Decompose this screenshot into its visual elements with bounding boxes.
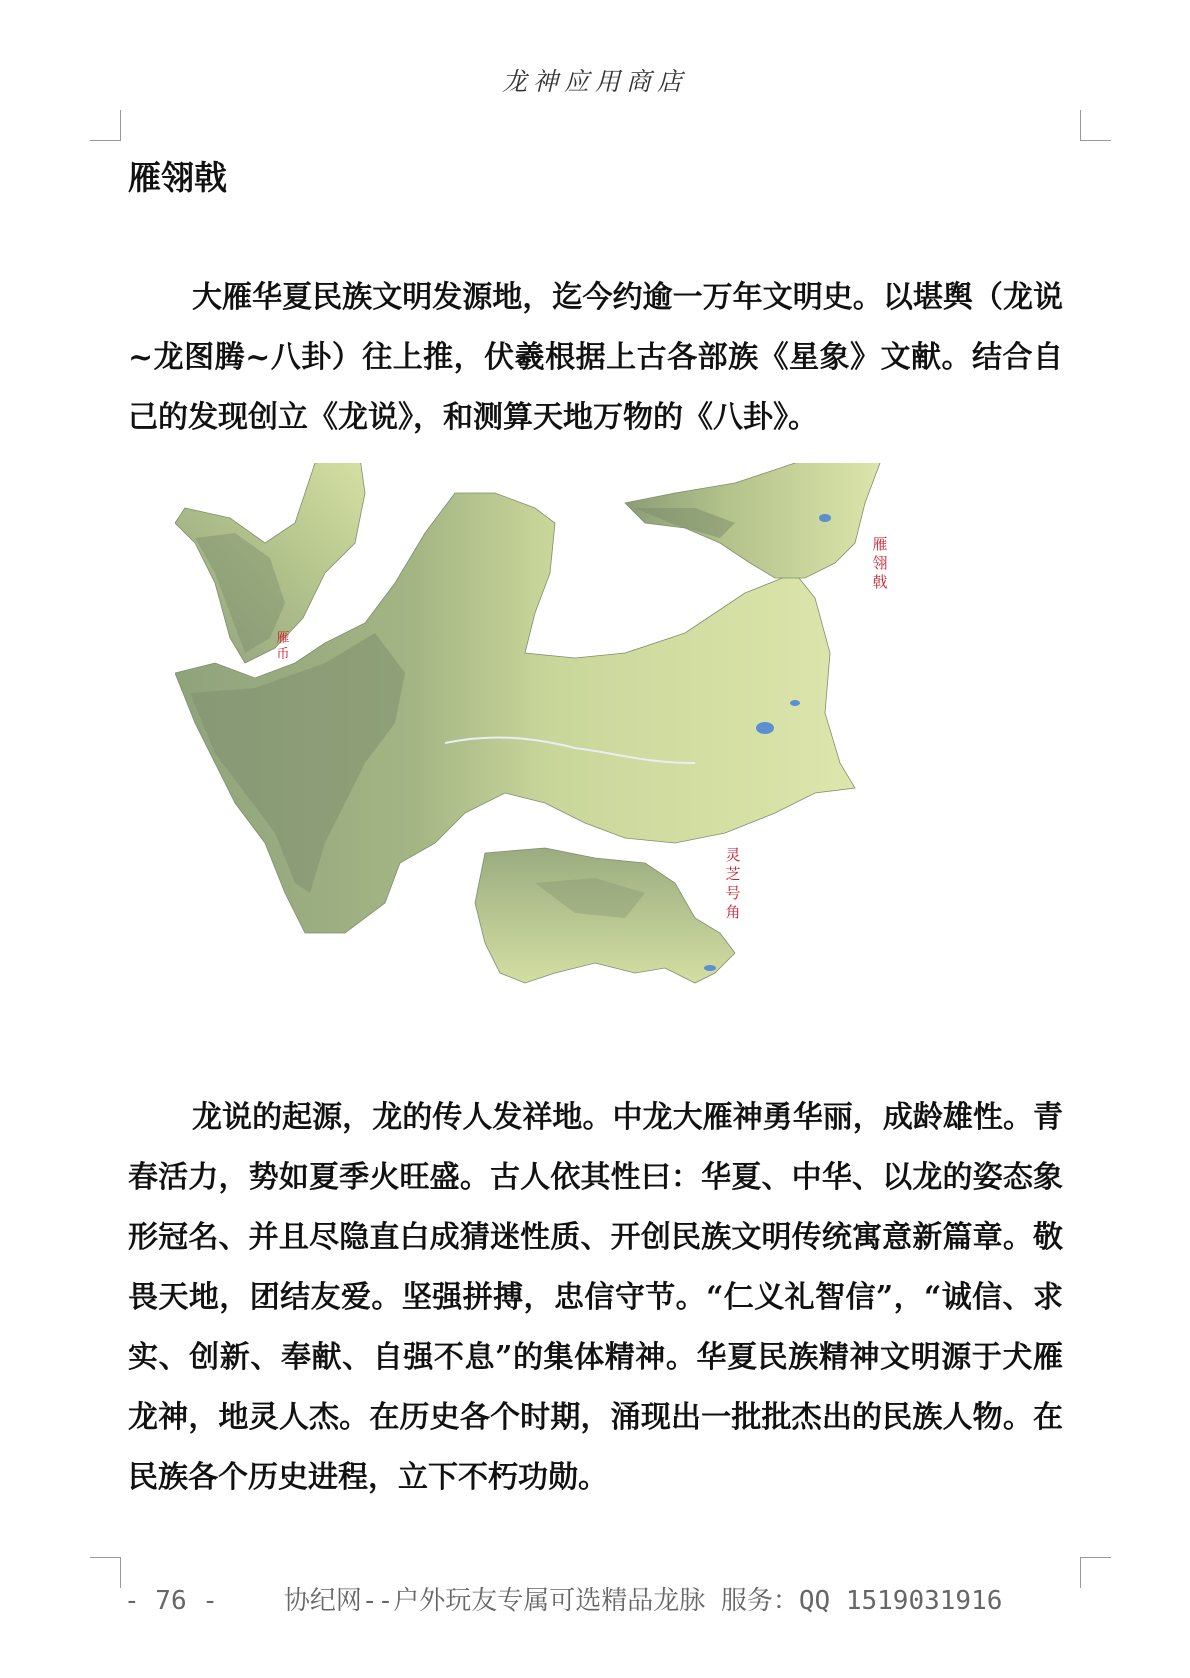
page-number: - 76 - — [124, 1586, 218, 1616]
map-label-lingzhi: 灵芝号角 — [725, 846, 741, 921]
map-label-yanbi: 雁币 — [276, 631, 290, 662]
page-header: 龙神应用商店 — [501, 67, 688, 96]
footer-text: 协纪网--户外玩友专属可选精品龙脉 服务：QQ 1519031916 — [283, 1586, 1003, 1616]
paragraph-body: 龙说的起源，龙的传人发祥地。中龙大雁神勇华丽，成龄雄性。青春活力，势如夏季火旺盛。古人依其性曰：华夏、中华、以龙的姿态象形冠名、并且尽隐直白成猜迷性质、开创民族文明传统寓意新篇章。敬畏天地，团结友爱。坚强拼搏，忠信守节。“仁义礼智信”，“诚信、求实、创新、奉献、自强不息”的集体精神。华夏民族精神文明源于犬雁龙神，地灵人杰。在历史各个时期，涌现出一批批杰出的民族人物。在民族各个历史进程，立下不朽功勋。 — [128, 1100, 1063, 1495]
section-title: 雁翎戟 — [128, 158, 227, 197]
paragraph-intro: 大雁华夏民族文明发源地，迄今约逾一万年文明史。以堪舆（龙说~龙图腾~八卦）往上推，伏羲根据上古各部族《星象》文献。结合自己的发现创立《龙说》，和测算天地万物的《八卦》。 — [128, 280, 1063, 435]
crop-mark-bottom-right — [1080, 1557, 1111, 1588]
lake — [819, 514, 831, 522]
map-label-yanlingji: 雁翎戟 — [872, 535, 888, 591]
terrain-map — [175, 463, 935, 1075]
lake — [790, 700, 800, 706]
crop-mark-top-left — [90, 110, 121, 141]
terrain-map-figure — [175, 463, 935, 1075]
lake — [704, 965, 716, 971]
map-region-northeast — [625, 463, 880, 578]
crop-mark-bottom-left — [90, 1557, 121, 1588]
crop-mark-top-right — [1080, 110, 1111, 141]
lake — [756, 722, 774, 734]
page-footer — [124, 1580, 1002, 1617]
